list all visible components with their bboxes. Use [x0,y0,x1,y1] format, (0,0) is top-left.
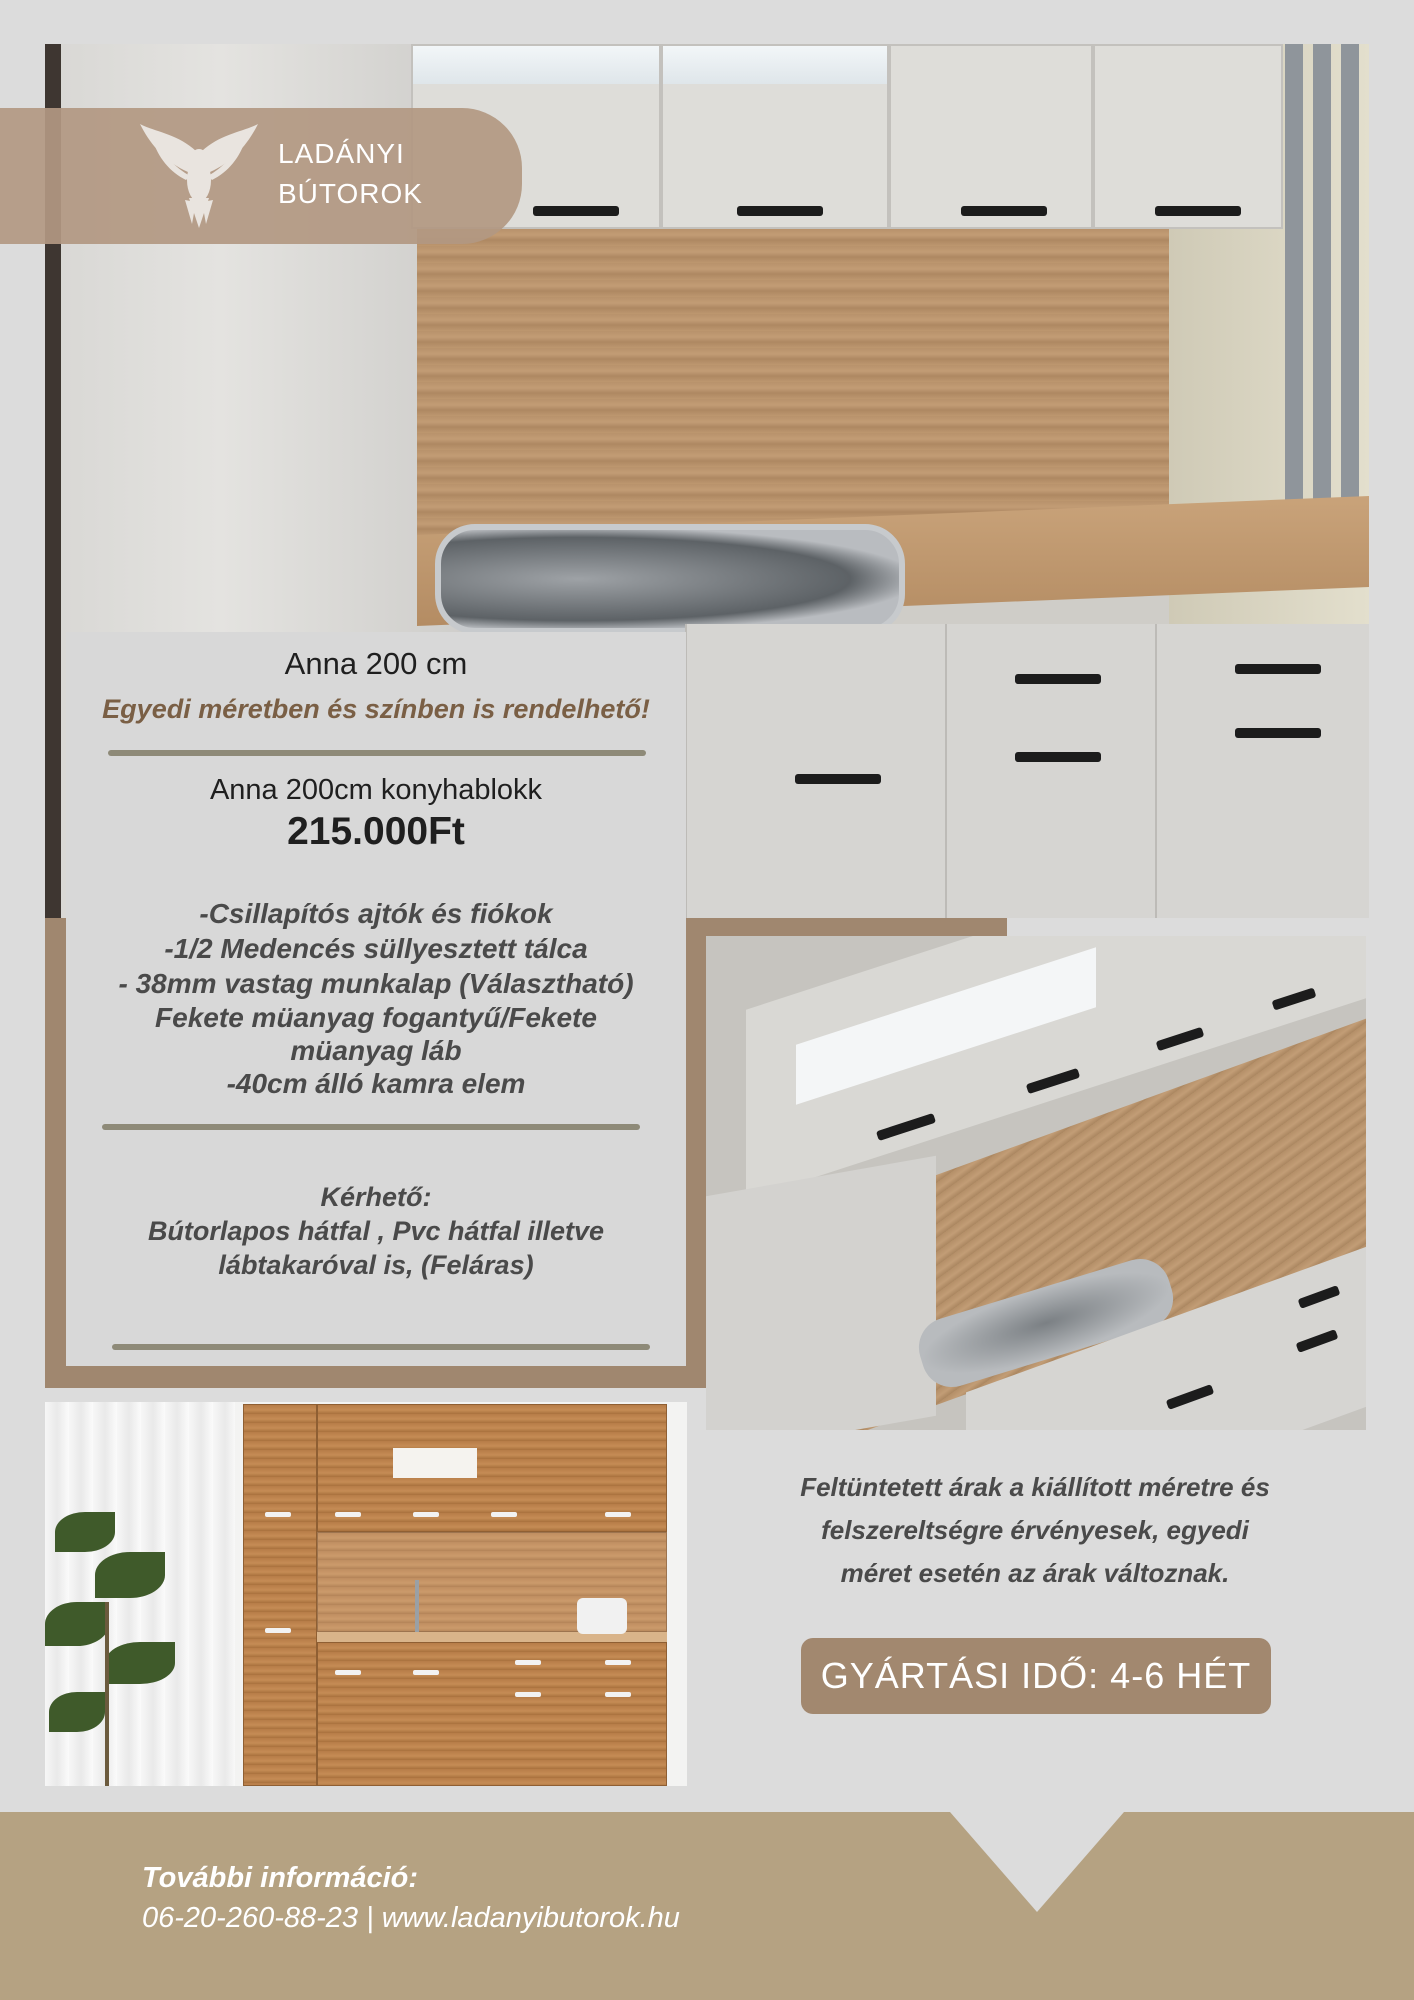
footer [0,1812,1414,2000]
logo-banner [0,108,522,244]
divider [102,1124,640,1130]
production-time-badge: GYÁRTÁSI IDŐ: 4-6 HÉT [801,1638,1271,1714]
feature-list [66,896,686,1100]
feature-item: müanyag láb [290,1035,462,1066]
brand-line-2: BÚTOROK [278,178,423,209]
extras-label: Kérhető: [320,1182,432,1212]
product-name: Anna 200cm konyhablokk [209,774,543,806]
feature-item: -Csillapítós ajtók és fiókok [199,898,553,929]
footer-notch [950,1812,1124,1912]
feature-item: -1/2 Medencés süllyesztett tálca [164,933,588,964]
optional-extras [66,1180,686,1282]
base-cabinets [685,624,1369,918]
extras-line: lábtakaróval is, (Feláras) [218,1250,534,1280]
divider [108,750,646,756]
upper-cabinet [889,44,1093,229]
eagle-icon [140,124,258,228]
brand-line-1: LADÁNYI [278,138,405,169]
upper-cabinet [1093,44,1283,229]
note-line: méret esetén az árak változnak. [840,1558,1230,1588]
pricing-note [740,1466,1330,1595]
product-info-panel [66,632,686,1366]
more-info-label: További információ: [142,1862,419,1894]
feature-item: Fekete müanyag fogantyű/Fekete [155,1002,597,1033]
oak-kitchen-photo [45,1402,687,1786]
feature-item: -40cm álló kamra elem [226,1068,526,1099]
angled-kitchen-photo [706,936,1366,1430]
divider [112,1344,650,1350]
brand-name [278,134,423,214]
upper-cabinet [661,44,889,229]
product-title: Anna 200 cm [284,646,468,681]
note-line: felszereltségre érvényesek, egyedi [821,1515,1249,1545]
product-price: 215.000Ft [287,810,465,853]
extras-line: Bútorlapos hátfal , Pvc hátfal illetve [147,1216,605,1246]
note-line: Feltüntetett árak a kiállított méretre és [800,1472,1270,1502]
custom-order-slogan: Egyedi méretben és színben is rendelhető! [102,694,650,724]
feature-item: - 38mm vastag munkalap (Választható) [118,968,634,999]
contact-info: 06-20-260-88-23 | www.ladanyibutorok.hu [142,1902,680,1934]
steel-sink [435,524,905,634]
tall-oak-cabinet [243,1404,317,1786]
